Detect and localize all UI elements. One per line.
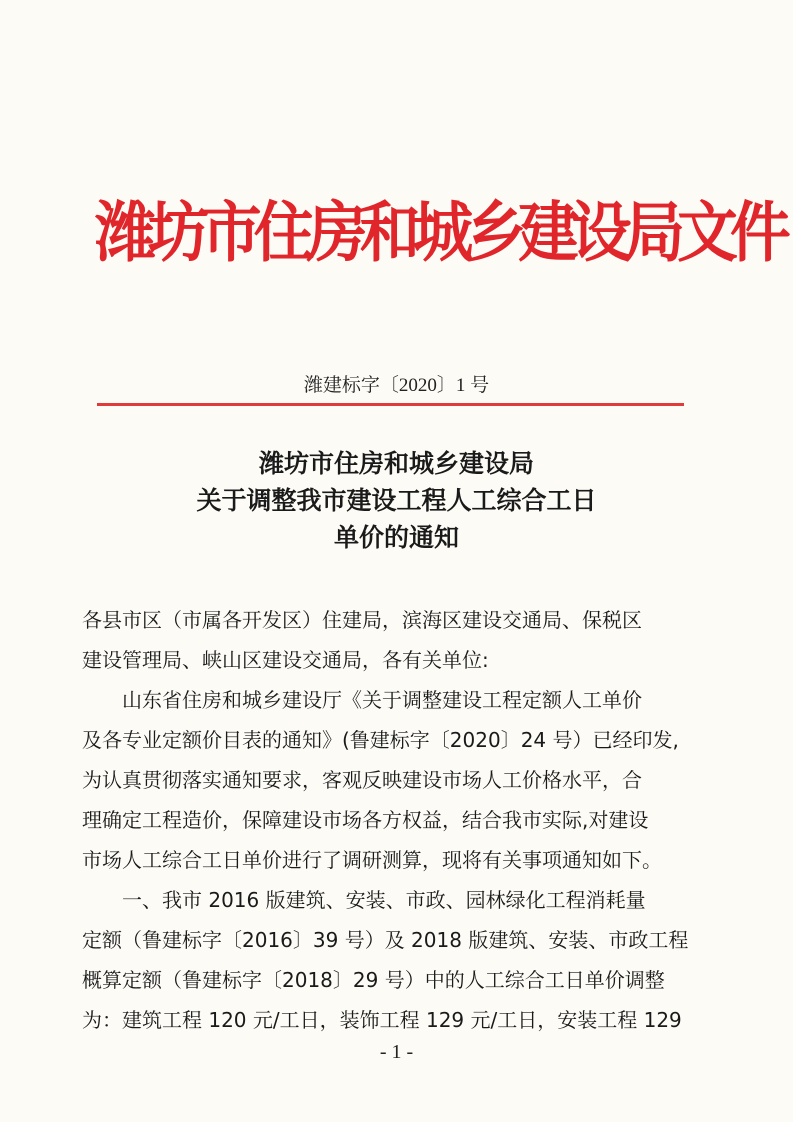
notice-body: [82, 600, 702, 1040]
document-number: 潍建标字〔2020〕1 号: [303, 375, 490, 396]
body-line: 为认真贯彻落实通知要求，客观反映建设市场人工价格水平，合: [82, 768, 642, 792]
body-line: 各县市区（市属各开发区）住建局，滨海区建设交通局、保税区: [82, 608, 642, 632]
page-number: - 1 -: [379, 1041, 414, 1063]
body-line: 及各专业定额价目表的通知》(鲁建标字〔2020〕24 号）已经印发,: [82, 728, 679, 752]
body-line: 定额（鲁建标字〔2016〕39 号）及 2018 版建筑、安装、市政工程: [82, 928, 689, 952]
body-line: 山东省住房和城乡建设厅《关于调整建设工程定额人工单价: [82, 688, 642, 712]
notice-title-line-3: 单价的通知: [333, 523, 459, 552]
red-divider-line: [97, 403, 684, 406]
body-line: 为：建筑工程 120 元/工日，装饰工程 129 元/工日，安装工程 129: [82, 1008, 682, 1032]
notice-title-line-1: 潍坊市住房和城乡建设局: [258, 449, 534, 478]
body-line: 一、我市 2016 版建筑、安装、市政、园林绿化工程消耗量: [82, 888, 646, 912]
notice-title: [0, 445, 793, 556]
body-line: 理确定工程造价，保障建设市场各方权益，结合我市实际,对建设: [82, 808, 649, 832]
notice-title-line-2: 关于调整我市建设工程人工综合工日: [196, 486, 597, 515]
body-line: 建设管理局、峡山区建设交通局，各有关单位:: [82, 648, 489, 672]
document-header-title: 潍坊市住房和城乡建设局文件: [95, 194, 783, 271]
body-line: 市场人工综合工日单价进行了调研测算，现将有关事项通知如下。: [82, 848, 662, 872]
body-line: 概算定额（鲁建标字〔2018〕29 号）中的人工综合工日单价调整: [82, 968, 665, 992]
